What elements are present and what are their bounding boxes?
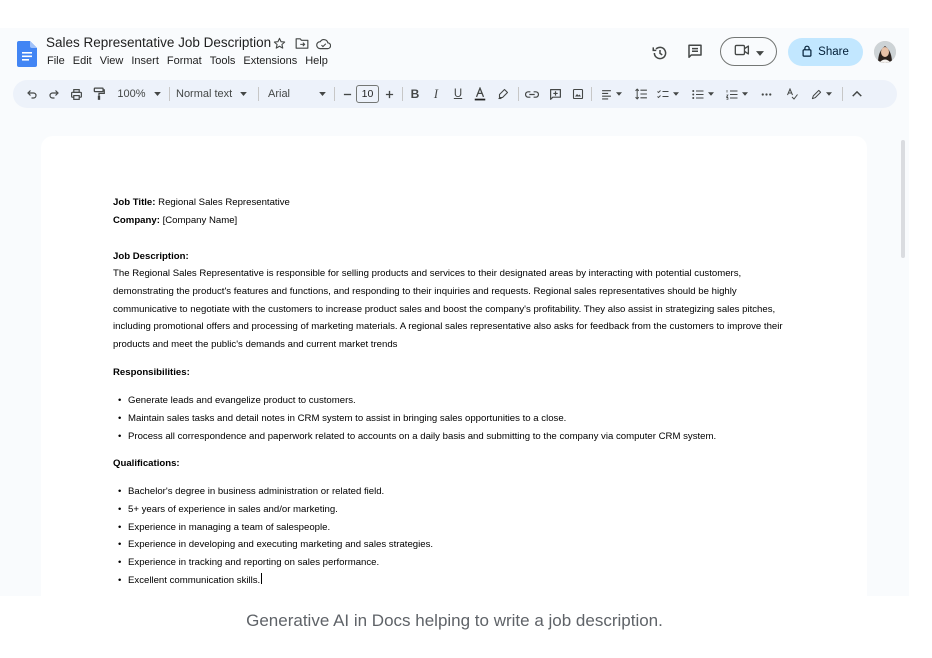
font-family-value: Arial xyxy=(268,88,291,100)
job-title-value: Regional Sales Representative xyxy=(155,197,290,208)
list-item: • Experience in tracking and reporting on sales performance. xyxy=(113,554,813,572)
docs-logo-icon[interactable] xyxy=(17,41,37,67)
menu-bar xyxy=(47,55,332,67)
job-description-heading: Job Description: xyxy=(113,251,189,262)
list-item: • Experience in developing and executing marketing and sales strategies. xyxy=(113,536,813,554)
italic-icon[interactable]: I xyxy=(433,86,439,101)
vertical-scrollbar[interactable] xyxy=(901,140,905,258)
company-label: Company: xyxy=(113,215,160,226)
paint-format-icon[interactable] xyxy=(91,80,107,108)
menu-edit[interactable]: Edit xyxy=(72,55,92,67)
menu-format[interactable]: Format xyxy=(166,55,202,67)
add-comment-icon[interactable] xyxy=(547,80,563,108)
font-size-input[interactable]: 10 xyxy=(356,85,379,103)
redo-icon[interactable] xyxy=(46,80,62,108)
responsibilities-list xyxy=(113,392,813,445)
list-item: • Process all correspondence and paperwork related to accounts on a daily basis and submitting to the company via computer CRM system. xyxy=(113,428,813,446)
checklist-icon[interactable] xyxy=(655,80,681,108)
menu-tools[interactable]: Tools xyxy=(209,55,236,67)
version-history-icon[interactable] xyxy=(651,44,669,62)
paragraph-style-select[interactable] xyxy=(176,80,252,108)
cloud-status-icon[interactable] xyxy=(316,36,331,51)
print-icon[interactable] xyxy=(68,80,84,108)
share-label: Share xyxy=(818,46,849,58)
bulleted-list-icon[interactable] xyxy=(690,80,716,108)
list-item: • Experience in managing a team of salespeople. xyxy=(113,519,813,537)
responsibilities-heading: Responsibilities: xyxy=(113,367,190,378)
editing-mode-icon[interactable] xyxy=(808,80,834,108)
menu-insert[interactable]: Insert xyxy=(131,55,159,67)
highlight-icon[interactable] xyxy=(496,80,510,108)
image-caption: Generative AI in Docs helping to write a job description. xyxy=(246,611,663,630)
numbered-list-icon[interactable] xyxy=(724,80,750,108)
job-description-body: The Regional Sales Representative is responsible for selling products and services to their designated areas by interacting with potential customers, demonstrating the product's features and functions, and responding to their inquiries and requests. Regional sales representatives should be highly communicative to negotiate with the customers to increase product sales and boost the company's profitability. They also assist in strategizing sales pitches, including promotional offers and processing of marketing materials. A regional sales representative also asks for feedback from the customers to improve their products and meet the public's demands and current market trends xyxy=(113,268,783,351)
comments-icon[interactable] xyxy=(686,43,704,61)
text-cursor xyxy=(261,573,262,584)
line-spacing-icon[interactable] xyxy=(633,80,649,108)
meet-button[interactable] xyxy=(720,37,777,66)
insert-image-icon[interactable] xyxy=(570,80,586,108)
company-value: [Company Name] xyxy=(159,215,238,226)
list-item: • Bachelor's degree in business administration or related field. xyxy=(113,483,813,501)
job-title-line xyxy=(113,194,813,212)
list-item: • 5+ years of experience in sales and/or marketing. xyxy=(113,501,813,519)
document-title[interactable]: Sales Representative Job Description xyxy=(46,35,272,50)
avatar[interactable] xyxy=(874,41,896,63)
menu-file[interactable]: File xyxy=(47,55,65,67)
font-family-select[interactable] xyxy=(268,80,326,108)
document-page[interactable] xyxy=(41,136,867,596)
decrease-font-size-button[interactable] xyxy=(340,80,354,108)
collapse-icon[interactable] xyxy=(849,80,865,108)
list-item: • Generate leads and evangelize product to customers. xyxy=(113,392,813,410)
company-line xyxy=(113,212,813,230)
align-icon[interactable] xyxy=(598,80,624,108)
lock-icon xyxy=(802,45,812,60)
increase-font-size-button[interactable] xyxy=(382,80,396,108)
underline-icon[interactable]: U xyxy=(453,88,463,100)
chevron-down-icon xyxy=(756,43,764,61)
undo-icon[interactable] xyxy=(24,80,40,108)
menu-view[interactable]: View xyxy=(99,55,124,67)
qualifications-heading: Qualifications: xyxy=(113,458,180,469)
paragraph-style-value: Normal text xyxy=(176,88,233,100)
chevron-down-icon xyxy=(154,92,161,96)
list-item xyxy=(113,572,813,590)
bold-icon[interactable]: B xyxy=(410,87,420,101)
list-item: • Maintain sales tasks and detail notes in CRM system to assist in bringing sales opportunities to a close. xyxy=(113,410,813,428)
zoom-value: 100% xyxy=(117,88,146,100)
job-title-label: Job Title: xyxy=(113,197,156,208)
link-icon[interactable] xyxy=(524,80,540,108)
menu-help[interactable]: Help xyxy=(305,55,328,67)
qualifications-list xyxy=(113,483,813,590)
chevron-down-icon xyxy=(240,92,247,96)
menu-extensions[interactable]: Extensions xyxy=(243,55,298,67)
more-icon[interactable] xyxy=(759,80,773,108)
star-icon[interactable] xyxy=(272,36,287,51)
zoom-select[interactable] xyxy=(116,80,162,108)
chevron-down-icon xyxy=(319,92,326,96)
share-button[interactable] xyxy=(788,38,863,66)
move-folder-icon[interactable] xyxy=(294,36,309,51)
formatting-toolbar xyxy=(13,80,897,108)
docs-app-window xyxy=(0,28,909,596)
text-color-icon[interactable] xyxy=(473,80,487,108)
spellcheck-icon[interactable] xyxy=(784,80,800,108)
meet-video-icon xyxy=(734,43,751,61)
last-qualification-text: Excellent communication skills. xyxy=(128,574,261,586)
